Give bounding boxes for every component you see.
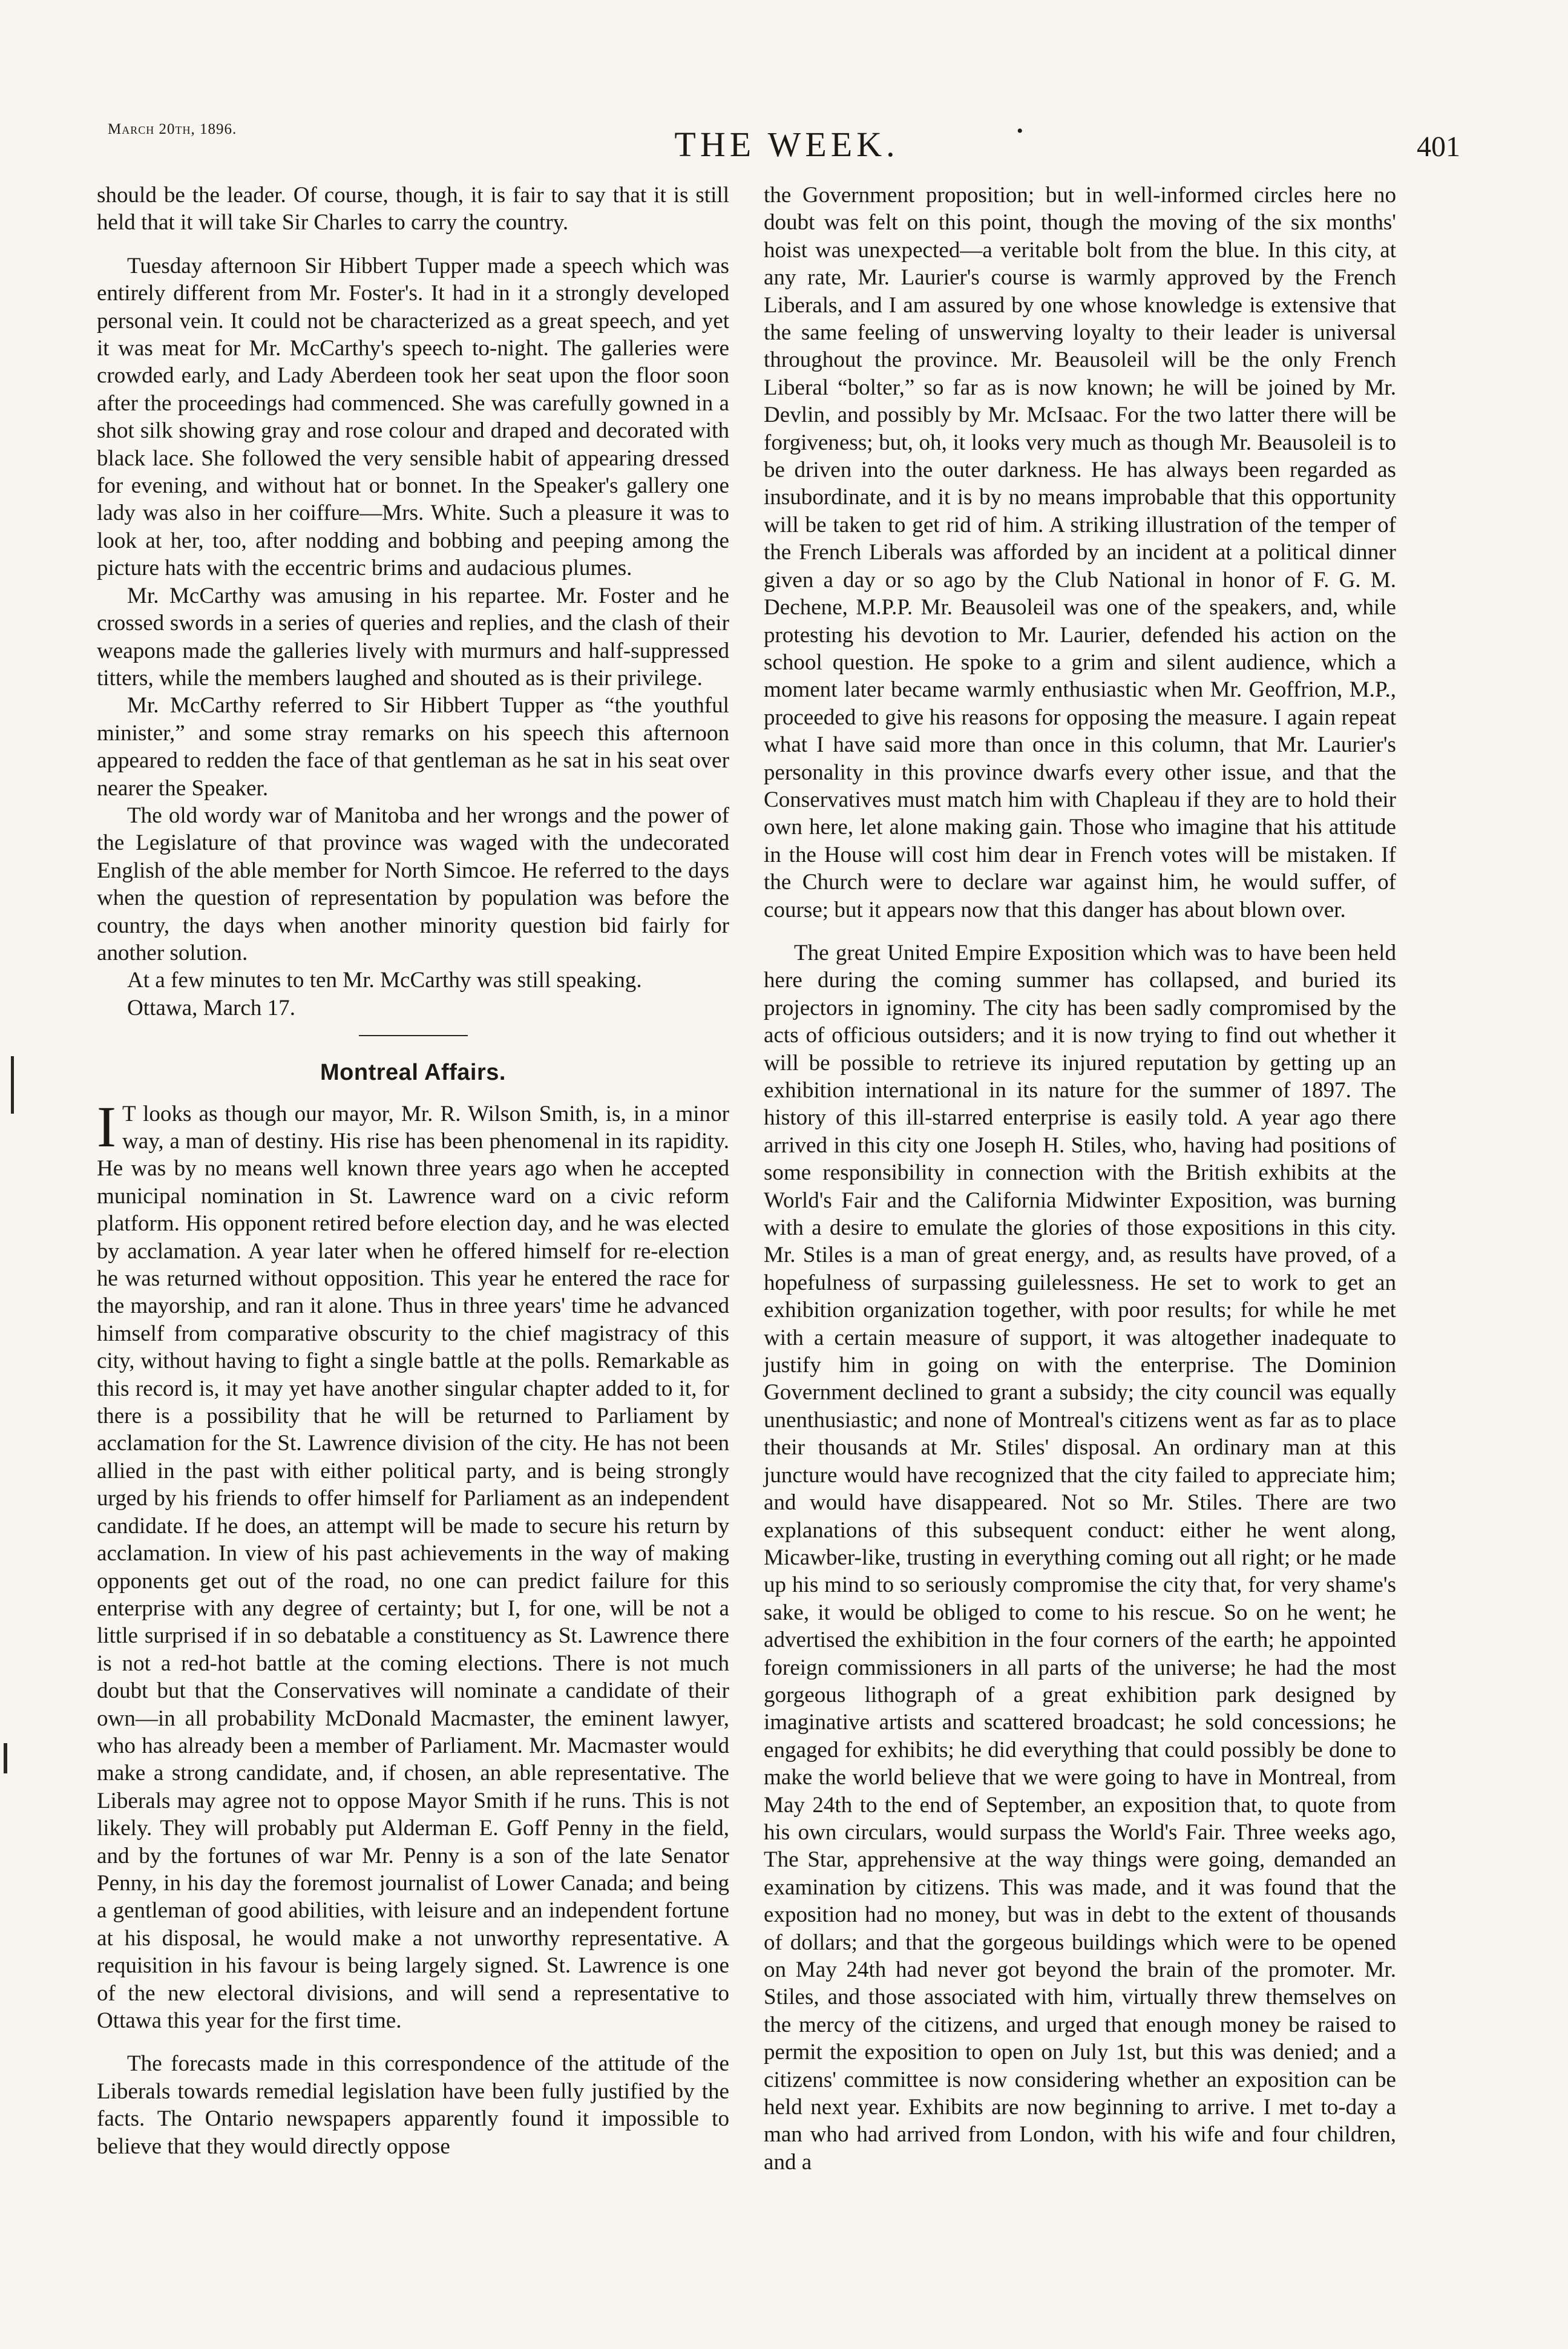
section-divider [359,1035,468,1036]
paragraph [97,1094,729,2035]
paragraph: should be the leader. Of course, though, it is fair to say that it is still held that it will take Sir Charles to carry the country. [97,183,729,235]
left-column [97,182,729,2160]
paragraph-text: T looks as though our mayor, Mr. R. Wilson Smith, is, in a minor way, a man of destiny. His rise has been phenomenal in its rapidity. He was by no means well known three years ago when he accepted municipal nomination in St. Lawrence ward on a civic reform platform. His opponent retired before election day, and he was elected by acclamation. A year later when he offered himself for re-election he was returned without opposition. This year he entered the race for the mayorship, and ran it alone. Thus in three years' time he advanced himself from comparative obscurity to the chief magistracy of this city, without having to fight a single battle at the polls. Remarkable as this record is, it may yet have another singular chapter added to it, for there is a possibility that he will be returned to Parliament by acclamation for the St. Lawrence division of the city. He has not been allied in the past with either political party, and is being strongly urged by his friends to offer himself for Parliament as an independent candidate. If he does, an attempt will be made to secure his return by acclamation. In view of his past achievements in the way of making opponents get out of the road, no one can predict failure for this enterprise with any degree of certainty; but I, for one, will be not a little surprised if in so debatable a constituency as St. Lawrence there is not a red-hot battle at the coming elections. There is not much doubt but that the Conservatives will nominate a candidate of their own—in all probability McDonald Macmaster, the eminent lawyer, who has already been a member of Parliament. Mr. Macmaster would make a strong candidate, and, if chosen, an able representative. The Liberals may agree not to oppose Mayor Smith if he runs. This is not likely. They will probably put Alderman E. Goff Penny in the field, and by the fortunes of war Mr. Penny is a son of the late Senator Penny, in his day the foremost journalist of Lower Canada; and being a gentleman of good abilities, with leisure and an independent fortune at his disposal, he would make a not unworthy representative. A requisition in his favour is being largely signed. St. Lawrence is one of the new electoral divisions, and will send a representative to Ottawa this year for the first time. [97,1101,729,2033]
masthead-title: THE WEEK. [674,125,899,164]
binding-mark [4,1743,7,1773]
paragraph: At a few minutes to ten Mr. McCarthy was still speaking. [127,968,642,993]
dateline: Ottawa, March 17. [127,995,295,1020]
drop-cap: I [97,1094,116,1159]
paragraph: The old wordy war of Manitoba and her wrongs and the power of the Legislature of that province was waged with the undecorated English of the able member for North Simcoe. He referred to the days when the question of representation by population was before the country, the days when another minority question bid fairly for another solution. [97,803,729,965]
paragraph: Mr. McCarthy was amusing in his repartee. Mr. Foster and he crossed swords in a series of queries and replies, and the clash of their weapons made the galleries lively with murmurs and half-suppressed titters, while the members laughed and shouted as is their privilege. [97,583,729,691]
ink-speck: • [1017,121,1023,141]
binding-mark [11,1056,14,1114]
issue-date: March 20th, 1896. [108,121,237,137]
paragraph: Mr. McCarthy referred to Sir Hibbert Tupper as “the youthful minister,” and some stray remarks on his speech this afternoon appeared to redden the face of that gentleman as he sat in his seat over nearer the Speaker. [97,693,729,801]
paragraph: The great United Empire Exposition which was to have been held here during the coming summer has collapsed, and buried its projectors in ignominy. The city has been sadly compromised by the acts of officious outsiders; and it is now trying to find out whether it will be possible to retrieve its injured reputation by getting up an exhibition international in its nature for the summer of 1897. The history of this ill-starred enterprise is easily told. A year ago there arrived in this city one Joseph H. Stiles, who, having had positions of some responsibility in connection with the British exhibits at the World's Fair and the California Midwinter Exposition, was burning with a desire to emulate the glories of those expositions in this city. Mr. Stiles is a man of great energy, and, as results have proved, of a hopefulness of surpassing guilelessness. He set to work to get an exhibition organization together, with poor results; for while he met with a certain measure of support, it was altogether inadequate to justify him in going on with the enterprise. The Dominion Government declined to grant a subsidy; the city council was equally unenthusiastic; and none of Montreal's citizens went as far as to place their thousands at Mr. Stiles' disposal. An ordinary man at this juncture would have recognized that the city failed to appreciate him; and would have disappeared. Not so Mr. Stiles. There are two explanations of this subsequent conduct: either he went along, Micawber-like, trusting in everything coming out all right; or he made up his mind to so seriously compromise the city that, for very shame's sake, it would be obliged to come to his rescue. So on he went; he advertised the exhibition in the four corners of the earth; he appointed foreign commissioners in all parts of the universe; he had the most gorgeous lithograph of a great exhibition park designed by imaginative artists and scattered broadcast; he sold concessions; he engaged for exhibits; he did everything that could possibly be done to make the world believe that we were going to have in Montreal, from May 24th to the end of September, an exposition that, to quote from his own circulars, would surpass the World's Fair. Three weeks ago, The Star, apprehensive at the way things were going, demanded an examination by citizens. This was made, and it was found that the exposition had no money, but was in debt to the extent of thousands of dollars; and that the gorgeous buildings which were to be opened on May 24th had never got beyond the brain of the promoter. Mr. Stiles, and those associated with him, virtually threw themselves on the mercy of the citizens, and urged that enough money be raised to permit the exposition to open on July 1st, but this was denied; and a citizens' committee is now considering whether an exposition can be held next year. Exhibits are now beginning to arrive. I met to-day a man who had arrived from London, with his wife and four children, and a [764,940,1396,2175]
right-column [764,182,1396,2176]
section-title: Montreal Affairs. [320,1060,506,1086]
paragraph: Tuesday afternoon Sir Hibbert Tupper made a speech which was entirely different from Mr. Foster's. It had in it a strongly developed personal vein. It could not be characterized as a great speech, and yet it was meat for Mr. McCarthy's speech to-night. The galleries were crowded early, and Lady Aberdeen took her seat upon the floor soon after the proceedings had commenced. She was carefully gowned in a shot silk showing gray and rose colour and draped and decorated with black lace. She followed the very sensible habit of appearing dressed for evening, and without hat or bonnet. In the Speaker's gallery one lady was also in her coiffure—Mrs. White. Such a pleasure it was to look at her, too, after nodding and bobbing and peeping among the picture hats with the eccentric brims and audacious plumes. [97,253,729,581]
paragraph: the Government proposition; but in well-informed circles here no doubt was felt on this point, though the moving of the six months' hoist was unexpected—a veritable bolt from the blue. In this city, at any rate, Mr. Laurier's course is warmly approved by the French Liberals, and I am assured by one whose knowledge is extensive that the same feeling of unswerving loyalty to their leader is universal throughout the province. Mr. Beausoleil will be the only French Liberal “bolter,” so far as is now known; he will be joined by Mr. Devlin, and possibly by Mr. McIsaac. For the two latter there will be forgiveness; but, oh, it looks very much as though Mr. Beausoleil is to be driven into the outer darkness. He has always been regarded as insubordinate, and it is by no means improbable that this opportunity will be taken to get rid of him. A striking illustration of the temper of the French Liberals was afforded by an incident at a political dinner given a day or so ago by the Club National in honor of F. G. M. Dechene, M.P.P. Mr. Beausoleil was one of the speakers, and, while protesting his devotion to Mr. Laurier, defended his action on the school question. He spoke to a grim and silent audience, which a moment later became warmly enthusiastic when Mr. Geoffrion, M.P., proceeded to give his reasons for opposing the measure. I again repeat what I have said more than once in this column, that Mr. Laurier's personality in this province dwarfs every other issue, and that the Conservatives must match him with Chapleau if they are to hold their own here, let alone making gain. Those who imagine that his attitude in the House will cost him dear in French votes will be mistaken. If the Church were to declare war against him, he would suffer, of course; but it appears now that this danger has about blown over. [764,183,1396,922]
paragraph: The forecasts made in this correspondence of the attitude of the Liberals towards remedial legislation have been fully justified by the facts. The Ontario newspapers apparently found it impossible to believe that they would directly oppose [97,2051,729,2159]
page-number: 401 [1417,131,1460,163]
